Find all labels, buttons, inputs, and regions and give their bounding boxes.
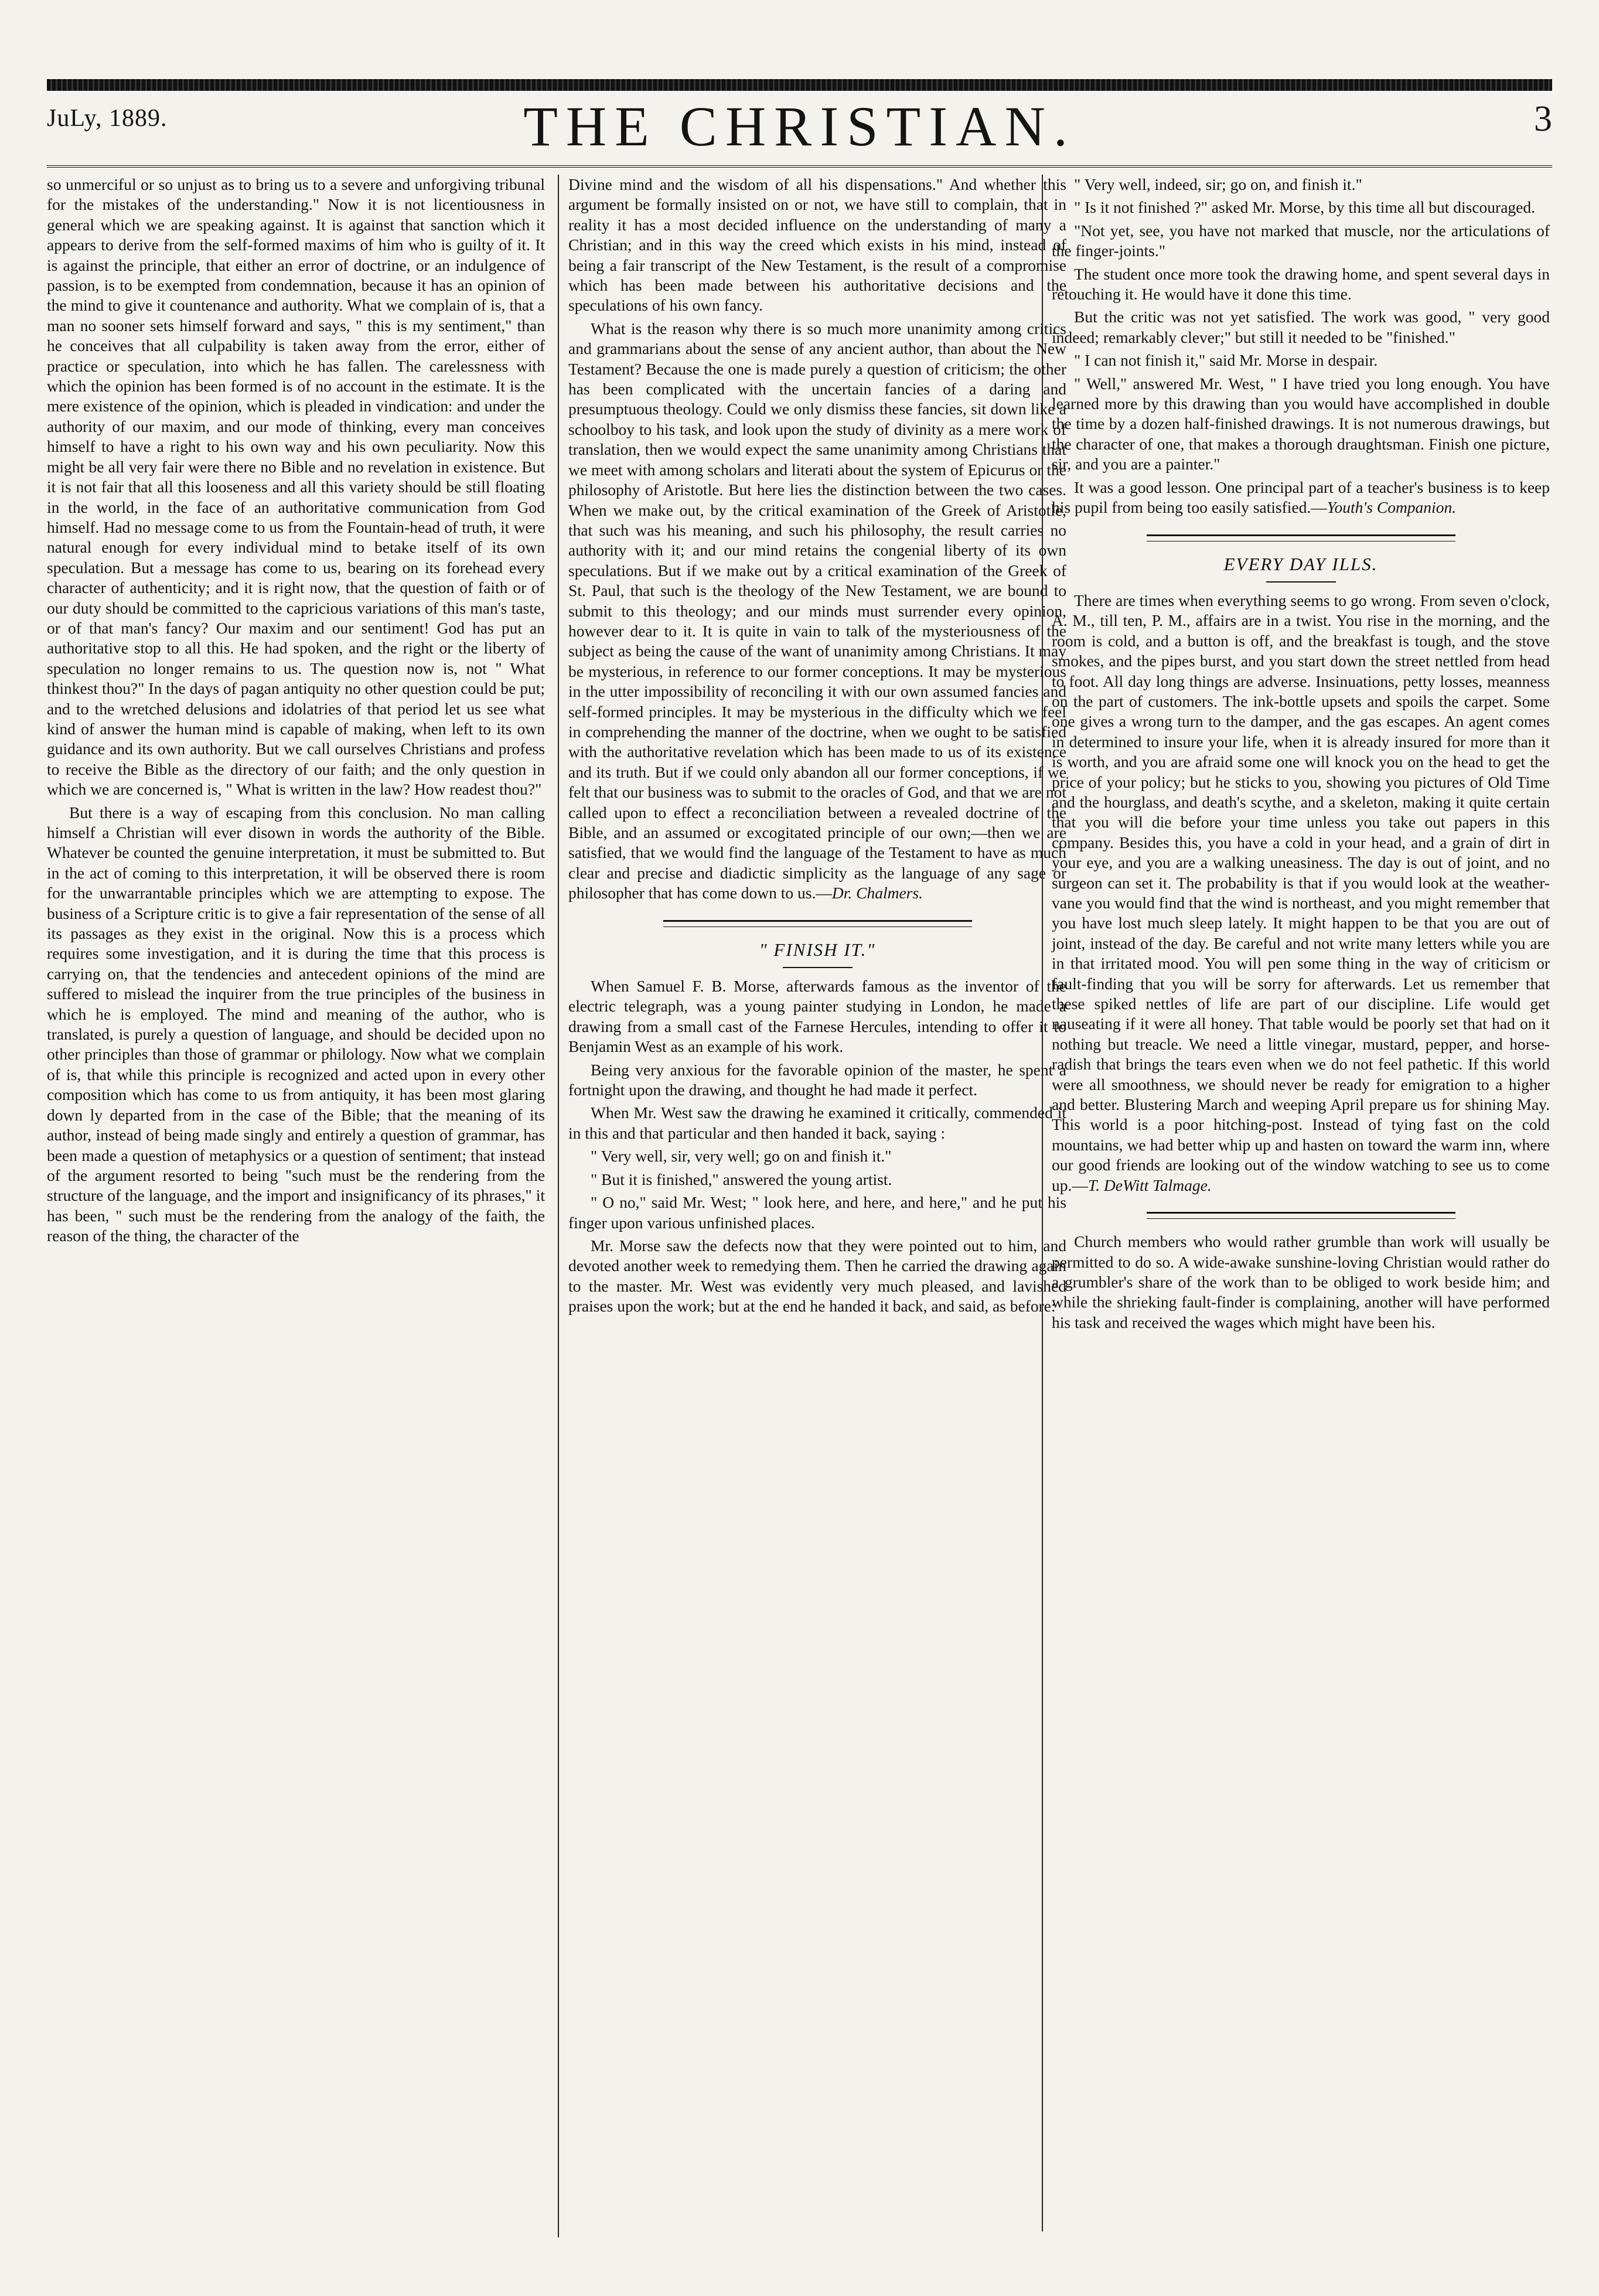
section-separator <box>1147 1212 1455 1219</box>
article-paragraph: " Well," answered Mr. West, " I have tried you long enough. You have learned more by this drawing than you would have accomplished in double the time by a dozen half-finished drawings. It is not numerous drawings, but the character of one, that makes a thorough draughtsman. Finish one picture, sir, and you are a painter." <box>1052 374 1550 473</box>
heading-underline <box>1266 581 1336 582</box>
paragraph-text: It was a good lesson. One principal part of a teacher's business is to keep his pupil from being too easily satisfied.— <box>1052 478 1550 517</box>
article-heading-finish-it: " FINISH IT." <box>759 939 876 960</box>
article-paragraph: " Very well, sir, very well; go on and finish it." <box>591 1147 892 1166</box>
article-paragraph: " Is it not finished ?" asked Mr. Morse, by this time all but discouraged. <box>1074 198 1535 217</box>
article-paragraph: But there is a way of escaping from this conclusion. No man calling himself a Christian will ever disown in words the authority of the Bible. Whatever be counted the genuine interpretation, it must be submitted to. But in the act of coming to this interpretation, it will be observed there is room for the unwarrantable principles which we are attempting to expose. The business of a Scripture critic is to give a fair representation of the sense of all its passages as they exist in the original. Now this is a process which requires some investigation, and it is during the time that this process is carrying on, that the tendencies and antecedent opinions of the mind are suffered to mislead the inquirer from the true principles of the business in which he is employed. The mind and meaning of the author, who is translated, is purely a question of language, and should be decided upon no other principles than those of grammar or philology. Now what we complain of is, that while this principle is recognized and acted upon in every other composition which has come to us from antiquity, it has been most glaring down ly departed from in the case of the Bible; that the meaning of its author, instead of being made singly and entirely a question of grammar, has been made a question of metaphysics or a question of sentiment; that instead of the argument resorted to being "such must be the rendering from the structure of the language, and the import and insignificancy of its phrases," it has been, " such must be the rendering from the analogy of the faith, the reason of the thing, the character of the <box>47 803 545 1245</box>
article-paragraph <box>1052 478 1550 518</box>
article-paragraph: Mr. Morse saw the defects now that they were pointed out to him, and devoted another week to remedying them. Then he carried the drawing again to the master. Mr. West was evidently very much pleased, and lavished praises upon the work; but at the end he handed it back, and said, as before: <box>568 1236 1066 1316</box>
column-divider-1 <box>558 175 559 2237</box>
column-2 <box>568 175 1066 1320</box>
article-paragraph: so unmerciful or so unjust as to bring us to a severe and unforgiving tribunal for the mistakes of the understanding." Now it is not licentiousness in general which we are speaking against. It is against that sanction which it appears to derive from the self-formed maxims of him who is guilty of it. It is against the principle, that either an error of doctrine, or an indulgence of passion, is to be exempted from condemnation, because it has an opinion of the mind to give it countenance and authority. What we complain of is, that a man no sooner sets himself forward and says, " this is my sentiment," than he conceives that all culpability is taken away from the error, either of practice or speculation, into which he has fallen. The carelessness with which the opinion has been formed is of no account in the estimate. It is the mere existence of the opinion, which is pleaded in vindication: and under the authority of our maxim, and our mode of thinking, every man conceives himself to have a right to his own way and his own peculiarity. Now this might be all very fair were there no Bible and no revelation in existence. But it is not fair that all this looseness and all this variety should be still floating in the world, in the face of an authoritative communication from God himself. Had no message come to us from the Fountain-head of truth, it were natural enough for every individual mind to betake itself of its own speculation. But a message has come to us, bearing on its forehead every character of authenticity; and it is right now, that the question of faith or of our duty should be committed to the capricious variations of this man's taste, or of that man's fancy? Our maxim and our sentiment! God has put an authoritative stop to all this. He had spoken, and the right or the liberty of speculation no longer remains to us. The question now is, not " What thinkest thou?" In the days of pagan antiquity no other question could be put; and to the wretched delusions and idolatries of that period let us see what kind of answer the human mind is capable of making, when left to its own guidance and its own authority. But we call ourselves Christians and profess to receive the Bible as the directory of our faith; and the only question in which we are concerned is, " What is written in the law? How readest thou?" <box>47 175 545 799</box>
publication-title: THE CHRISTIAN. <box>523 95 1076 158</box>
article-paragraph: " Very well, indeed, sir; go on, and finish it." <box>1074 175 1362 193</box>
paragraph-text: There are times when everything seems to go wrong. From seven o'clock, A. M., till ten, P. M., affairs are in a twist. You rise in the morning, and the room is cold, and a button is off, and the breakfast is tough, and the stove smokes, and the pipes burst, and you start down the street nettled from head to foot. All day long things are adverse. Insinuations, petty losses, meanness on the part of customers. The ink-bottle upsets and spoils the carpet. Some one gives a wrong turn to the damper, and the gas escapes. An agent comes in determined to insure your life, when it is already insured for more than it is worth, and you are afraid some one will knock you on the head to get the price of your policy; but he sticks to you, showing you pictures of Old Time and the hourglass, and death's scythe, and a skeleton, making it quite certain that you will die before your time unless you take out papers in this company. Besides this, you have a cold in your head, and a grain of dirt in your eye, and you are a walking uneasiness. The day is out of joint, and no surgeon can set it. The probability is that if you would look at the weather-vane you would find that the wind is northeast, and you might remember that you have lost much sleep lately. It might happen to be that you are out of joint, instead of the day. Be careful and not write many letters while you are in that irritated mood. You will pen some thing in the way of criticism or fault-finding that you will be sorry for afterwards. Let us remember that these spiked nettles of life are part of our discipline. Life would get nauseating if it were all honey. That table would be poorly set that had on it nothing but treacle. We need a little vinegar, mustard, pepper, and horse-radish that brings the tears even when we do not feel pathetic. If this world were all smoothness, we should never be ready for emigration to a higher and better. Blustering March and weeping April prepare us for shining May. This world is a poor hitching-post. Instead of tying fast on the cold mountains, we had better whip up and hasten on toward the warm inn, where our good friends are looking out of the window watching to see us to come up.— <box>1052 591 1550 1194</box>
article-byline: T. DeWitt Talmage. <box>1087 1176 1212 1194</box>
article-paragraph <box>568 319 1066 904</box>
column-1 <box>47 175 545 2237</box>
article-paragraph: " I can not finish it," said Mr. Morse in despair. <box>1074 351 1378 370</box>
article-paragraph: " O no," said Mr. West; " look here, and here, and here," and he put his finger upon various unfinished places. <box>568 1193 1066 1232</box>
page-number: 3 <box>1534 99 1552 139</box>
section-separator <box>663 920 972 927</box>
article-paragraph: When Samuel F. B. Morse, afterwards famous as the inventor of the electric telegraph, was a young painter studying in London, he made a drawing from a small cast of the Farnese Hercules, intending to offer it to Benjamin West as an example of his work. <box>568 977 1066 1056</box>
paragraph-text: What is the reason why there is so much more unanimity among critics and grammarians about the sense of any ancient author, than about the New Testament? Because the one is made purely a question of criticism; the other has been complicated with the uncertain fancies of a daring and presumptuous theology. Could we only dismiss these fancies, sit down like a schoolboy to his task, and look upon the study of divinity as a mere work of translation, then we would expect the same unanimity among Christians that we meet with among scholars and literati about the system of Epicurus or the philosophy of Aristotle. But here lies the distinction between the two cases. When we make out, by the critical examination of the Greek of Aristotle, that such was his meaning, and such his philosophy, the result carries no authority with it; and our mind retains the congenial liberty of its own speculations. But if we make out by a critical examination of the Greek of St. Paul, that such is the theology of the New Testament, we are bound to submit to this theology; and our minds must surrender every opinion, however dear to it. It is quite in vain to talk of the mysteriousness of the subject as being the cause of the want of unanimity among Christians. It may be mysterious, in reference to our former conceptions. It may be mysterious in the utter impossibility of reconciling it with our own assumed fancies and self-formed principles. It may be mysterious in the difficulty which we feel in comprehending the manner of the doctrine, when we ought to be satisfied with the authoritative revelation which has been made to us of its existence and its truth. But if we could only abandon all our former conceptions, if we felt that our business was to submit to the oracles of God, and that we are not called upon to effect a reconciliation between a revealed doctrine of the Bible, and an assumed or excogitated principle of our own;—then we are satisfied, that we would find the language of the Testament to have as much clear and precise and diadictic simplicity as the language of any sage or philosopher that has come down to us.— <box>568 319 1066 902</box>
heading-underline <box>783 967 853 968</box>
article-heading-every-day-ills: EVERY DAY ILLS. <box>1223 553 1378 574</box>
column-3 <box>1052 175 1550 1336</box>
article-paragraph: The student once more took the drawing home, and spent several days in retouching it. He would have it done this time. <box>1052 264 1550 304</box>
issue-date: JuLy, 1889. <box>47 105 168 132</box>
article-byline: Dr. Chalmers. <box>831 884 923 902</box>
article-paragraph: Church members who would rather grumble than work will usually be permitted to do so. A wide-awake sunshine-loving Christian would rather do a grumbler's share of the work than to be obliged to work beside him; and while the shrieking fault-finder is complaining, another will have performed his task and received the wages which might have been his. <box>1052 1232 1550 1331</box>
article-paragraph: Being very anxious for the favorable opinion of the master, he spent a fortnight upon the drawing, and thought he had made it perfect. <box>568 1060 1066 1099</box>
article-paragraph: " But it is finished," answered the young artist. <box>591 1170 892 1188</box>
article-paragraph: Divine mind and the wisdom of all his dispensations." And whether this argument be formally insisted on or not, we have still to complain, that in reality it has a most decided influence on the understanding of many a Christian; and in this way the creed which exists in his mind, instead of being a fair transcript of the New Testament, is the result of a compromise which has been made between his authoritative decisions and the speculations of his own fancy. <box>568 175 1066 315</box>
article-paragraph: When Mr. West saw the drawing he examined it critically, commended it in this and that particular and then handed it back, saying : <box>568 1103 1066 1142</box>
article-paragraph: But the critic was not yet satisfied. The work was good, " very good indeed; remarkably clever;" but still it needed to be "finished." <box>1052 308 1550 346</box>
masthead-top-rule <box>47 79 1552 91</box>
section-separator <box>1147 534 1455 541</box>
article-paragraph: "Not yet, see, you have not marked that muscle, nor the articulations of the finger-joints." <box>1052 221 1550 260</box>
masthead-bottom-rule <box>47 165 1552 168</box>
article-paragraph <box>1052 591 1550 1195</box>
article-byline: Youth's Companion. <box>1327 498 1457 517</box>
